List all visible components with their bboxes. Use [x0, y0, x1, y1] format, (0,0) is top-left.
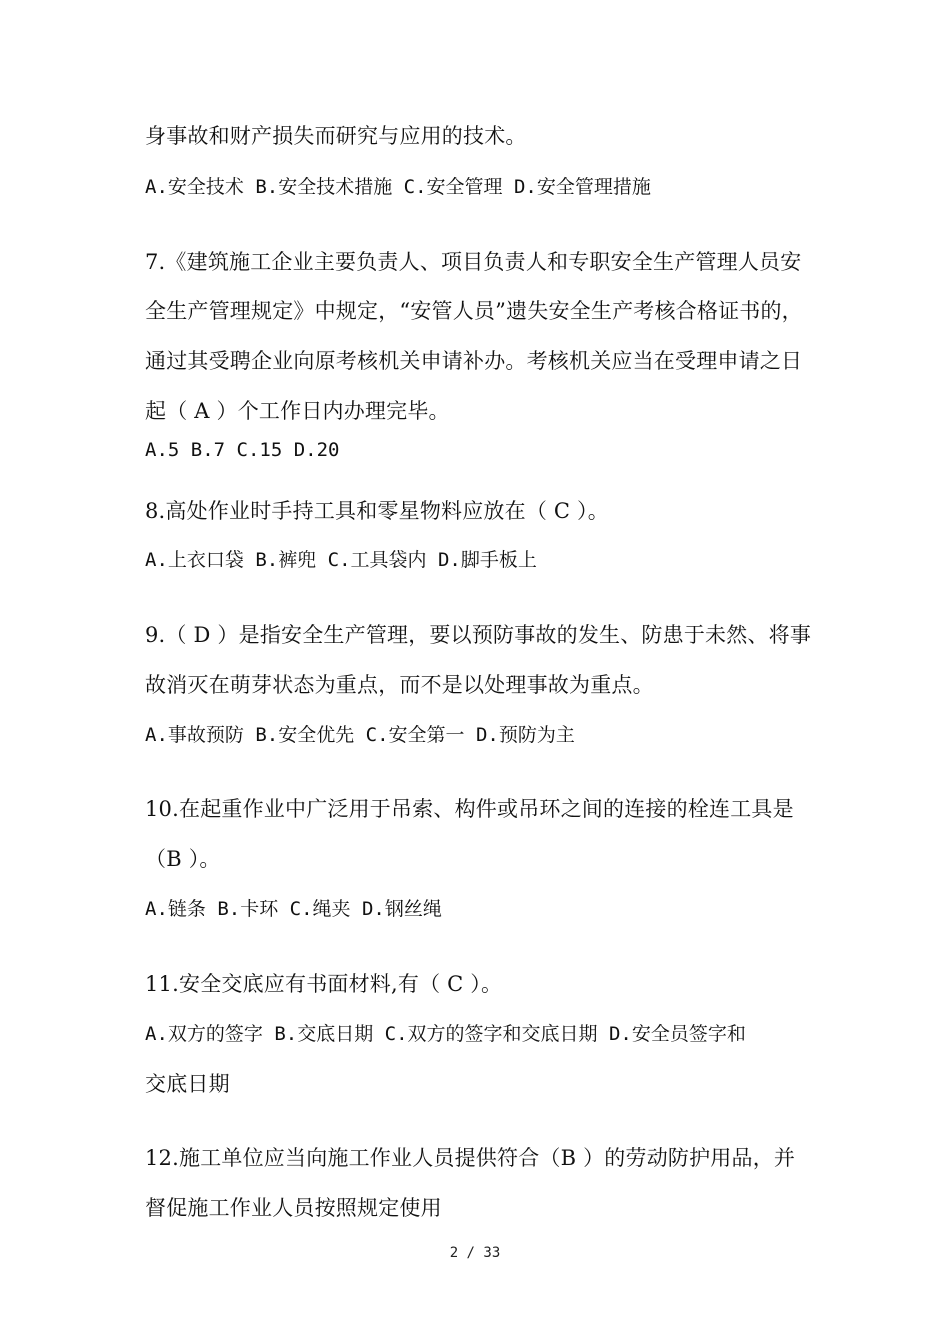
options-q8: A.上衣口袋 B.裤兜 C.工具袋内 D.脚手板上 — [145, 549, 537, 571]
question-7-line-2: 全生产管理规定》中规定，“安管人员”遗失安全生产考核合格证书的， — [145, 299, 803, 323]
question-10-line-1: 10.在起重作业中广泛用于吊索、构件或吊环之间的连接的栓连工具是 — [145, 797, 794, 821]
options-q10: A.链条 B.卡环 C.绳夹 D.钢丝绳 — [145, 898, 442, 920]
question-7-line-3: 通过其受聘企业向原考核机关申请补办。考核机关应当在受理申请之日 — [145, 349, 803, 373]
question-8: 8.高处作业时手持工具和零星物料应放在（ C ）。 — [145, 499, 609, 523]
options-q7: A.5 B.7 C.15 D.20 — [145, 439, 340, 461]
options-q11-line-2: 交底日期 — [145, 1072, 230, 1096]
question-12-line-2: 督促施工作业人员按照规定使用 — [145, 1196, 442, 1220]
question-10-line-2: （B ）。 — [145, 847, 221, 871]
options-q9: A.事故预防 B.安全优先 C.安全第一 D.预防为主 — [145, 724, 575, 746]
question-9-line-2: 故消灭在萌芽状态为重点，而不是以处理事故为重点。 — [145, 673, 654, 697]
question-9-line-1: 9.（ D ）是指安全生产管理，要以预防事故的发生、防患于未然、将事 — [145, 623, 812, 647]
text-line-q6-continuation: 身事故和财产损失而研究与应用的技术。 — [145, 124, 527, 148]
options-q6: A.安全技术 B.安全技术措施 C.安全管理 D.安全管理措施 — [145, 176, 651, 198]
question-7-line-1: 7.《建筑施工企业主要负责人、项目负责人和专职安全生产管理人员安 — [145, 250, 802, 274]
page-number: 2 / 33 — [449, 1245, 501, 1261]
options-q11-line-1: A.双方的签字 B.交底日期 C.双方的签字和交底日期 D.安全员签字和 — [145, 1023, 746, 1045]
question-7-line-4: 起（ A ）个工作日内办理完毕。 — [145, 399, 450, 423]
question-12-line-1: 12.施工单位应当向施工作业人员提供符合（B ）的劳动防护用品，并 — [145, 1146, 796, 1170]
question-11: 11.安全交底应有书面材料,有（ C ）。 — [145, 972, 503, 996]
